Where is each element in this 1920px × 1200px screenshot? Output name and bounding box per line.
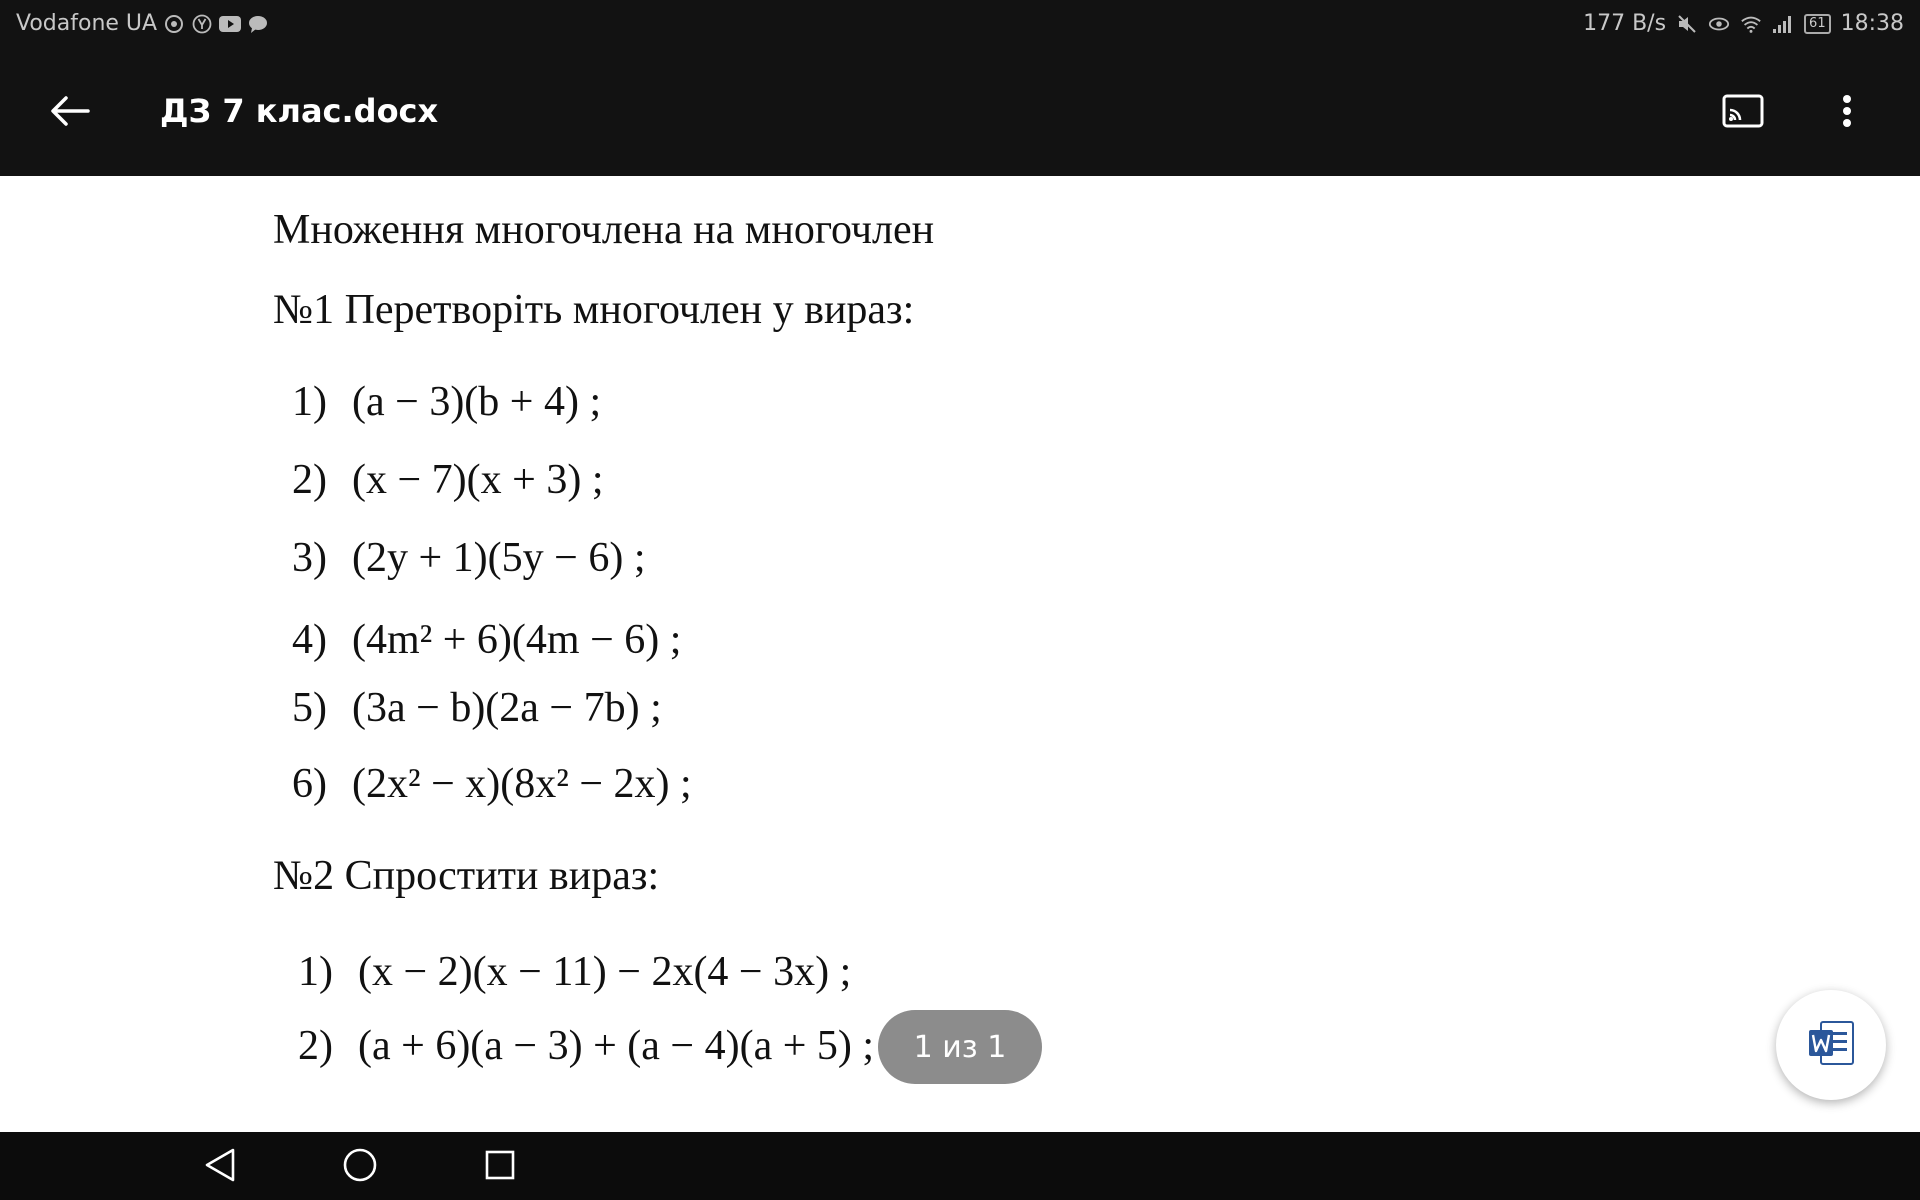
eye-icon [1708, 13, 1730, 35]
clock: 18:38 [1840, 11, 1904, 36]
nav-recents-button[interactable] [470, 1142, 530, 1192]
section1-title: №1 Перетворіть многочлен у вираз: [273, 287, 915, 333]
more-vert-icon [1842, 94, 1852, 132]
nav-home-icon [342, 1147, 378, 1187]
yandex-icon [191, 13, 213, 35]
status-bar [0, 0, 1920, 50]
task1-item-6: 6) (2x² − x)(8x² − 2x) ; [292, 761, 692, 807]
chat-icon [247, 13, 269, 35]
page-indicator: 1 из 1 [878, 1010, 1042, 1084]
more-options-button[interactable] [1822, 86, 1872, 140]
status-bar-left [16, 11, 269, 36]
cast-icon [1722, 94, 1764, 132]
section2-title: №2 Спростити вираз: [273, 853, 660, 899]
word-icon [1807, 1020, 1855, 1070]
task1-item-3: 3) (2y + 1)(5y − 6) ; [292, 535, 646, 581]
task1-item-5: 5) (3a − b)(2a − 7b) ; [292, 685, 662, 731]
signal-icon [1772, 13, 1794, 35]
nav-home-button[interactable] [330, 1142, 390, 1192]
mute-icon [1676, 13, 1698, 35]
nav-back-icon [203, 1147, 237, 1187]
open-in-word-button[interactable] [1776, 990, 1886, 1100]
app-bar [0, 50, 1920, 176]
carrier-label: Vodafone UA [16, 11, 158, 36]
task1-item-4: 4) (4m² + 6)(4m − 6) ; [292, 617, 682, 663]
task1-item-1: 1) (a − 3)(b + 4) ; [292, 379, 602, 425]
document-title: ДЗ 7 клас.docx [160, 92, 439, 130]
cast-button[interactable] [1716, 88, 1770, 138]
back-button[interactable] [40, 85, 100, 141]
back-arrow-icon [50, 95, 90, 131]
nav-recents-icon [484, 1149, 516, 1185]
task1-item-2: 2) (x − 7)(x + 3) ; [292, 457, 604, 503]
navigation-bar [0, 1132, 1920, 1200]
nav-back-button[interactable] [190, 1142, 250, 1192]
wifi-icon [1740, 13, 1762, 35]
task2-item-1: 1) (x − 2)(x − 11) − 2x(4 − 3x) ; [298, 949, 852, 995]
document-view[interactable] [0, 176, 1920, 1132]
document-heading: Множення многочлена на многочлен [273, 207, 935, 253]
task2-item-2: 2) (a + 6)(a − 3) + (a − 4)(a + 5) ; [298, 1023, 875, 1069]
chrome-icon [163, 13, 185, 35]
youtube-icon [219, 13, 241, 35]
status-bar-right [1583, 11, 1904, 36]
net-speed: 177 B/s [1583, 11, 1667, 36]
battery-indicator: 61 [1804, 14, 1831, 34]
